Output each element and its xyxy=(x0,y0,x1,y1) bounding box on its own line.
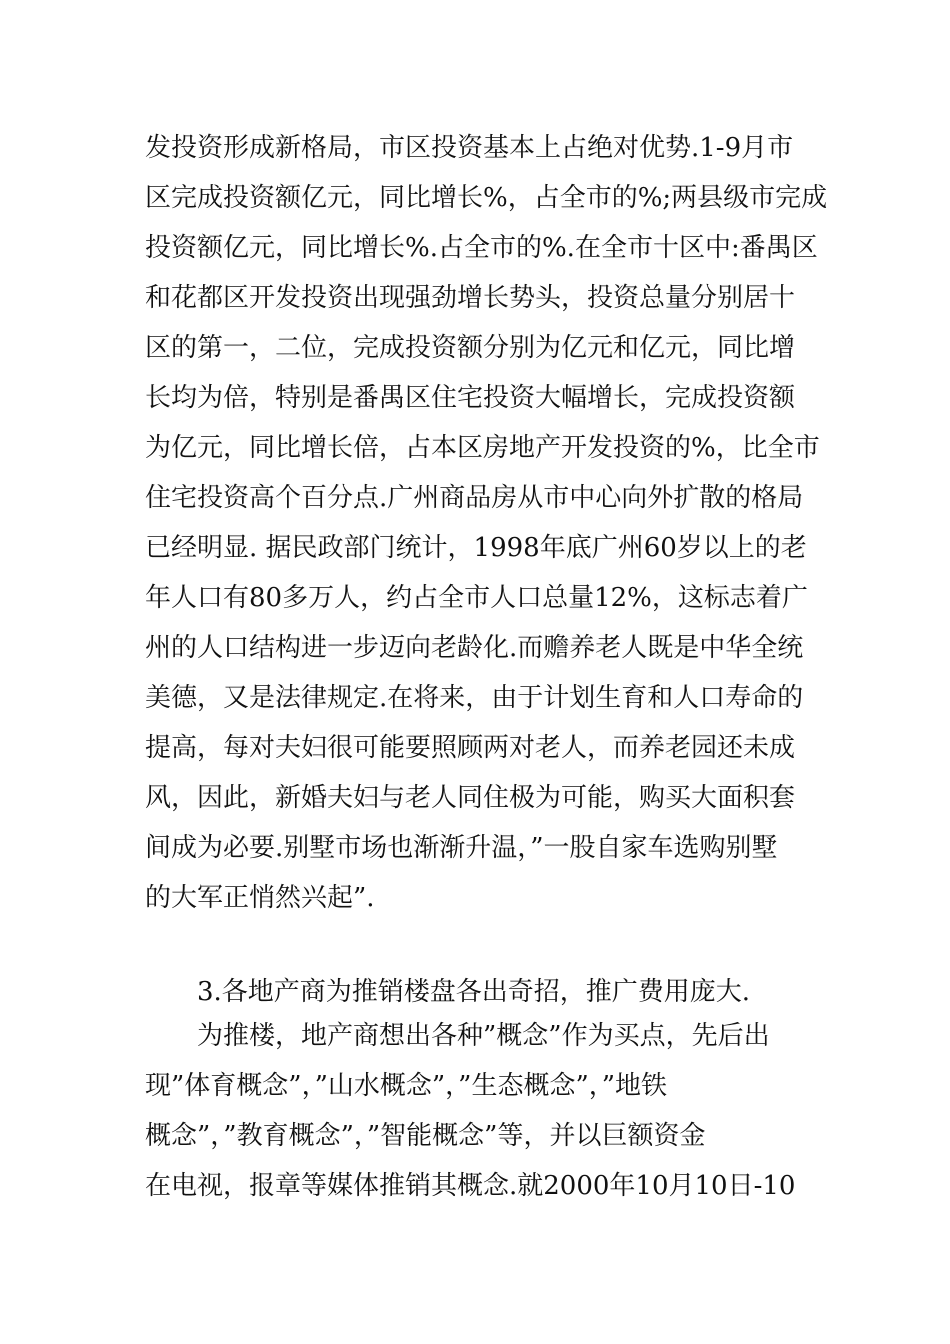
text-line: 提高，每对夫妇很可能要照顾两对老人，而养老园还未成 xyxy=(145,733,796,763)
section-heading: 3.各地产商为推销楼盘各出奇招，推广费用庞大. xyxy=(197,977,751,1007)
text-line: 风，因此，新婚夫妇与老人同住极为可能，购买大面积套 xyxy=(145,783,796,813)
text-line: 投资额亿元，同比增长%.占全市的%.在全市十区中:番禺区 xyxy=(145,233,818,263)
text-line: 的大军正悄然兴起”. xyxy=(145,883,375,913)
text-line: 概念”，”教育概念”，”智能概念”等，并以巨额资金 xyxy=(145,1121,706,1151)
text-line: 发投资形成新格局，市区投资基本上占绝对优势.1-9月市 xyxy=(145,133,794,163)
text-line: 为亿元，同比增长倍，占本区房地产开发投资的%，比全市 xyxy=(145,433,820,463)
text-line: 和花都区开发投资出现强劲增长势头，投资总量分别居十 xyxy=(145,283,796,313)
text-line: 为推楼，地产商想出各种”概念”作为买点，先后出 xyxy=(197,1021,770,1051)
text-line: 美德，又是法律规定.在将来，由于计划生育和人口寿命的 xyxy=(145,683,804,713)
text-line: 区完成投资额亿元，同比增长%，占全市的%;两县级市完成 xyxy=(145,183,828,213)
text-line: 间成为必要.别墅市场也渐渐升温，”一股自家车选购别墅 xyxy=(145,833,778,863)
text-line: 年人口有80多万人，约占全市人口总量12%，这标志着广 xyxy=(145,583,808,613)
text-line: 州的人口结构进一步迈向老龄化.而赡养老人既是中华全统 xyxy=(145,633,804,663)
text-line: 长均为倍，特别是番禺区住宅投资大幅增长，完成投资额 xyxy=(145,383,796,413)
text-line: 已经明显. 据民政部门统计，1998年底广州60岁以上的老 xyxy=(145,533,807,563)
text-line: 现”体育概念”，”山水概念”，”生态概念”，”地铁 xyxy=(145,1071,668,1101)
text-line: 区的第一，二位，完成投资额分别为亿元和亿元，同比增 xyxy=(145,333,796,363)
text-line: 在电视，报章等媒体推销其概念.就2000年10月10日-10 xyxy=(145,1171,796,1201)
text-line: 住宅投资高个百分点.广州商品房从市中心向外扩散的格局 xyxy=(145,483,804,513)
